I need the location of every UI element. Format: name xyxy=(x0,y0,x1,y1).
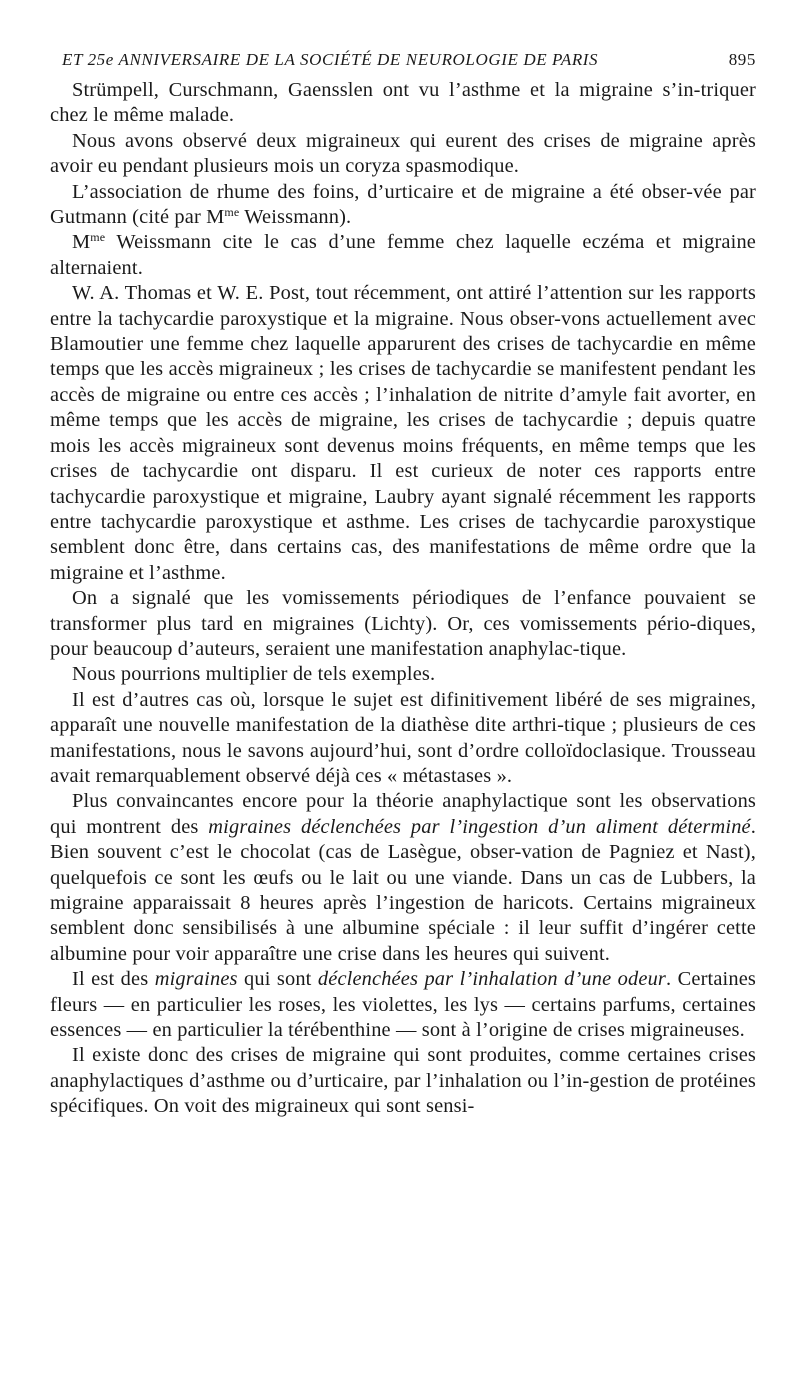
paragraph-8: Il est d’autres cas où, lorsque le sujet est difinitivement libéré de ses migraines, apparaît une nouvelle manifestation de la diathèse dite arthri-tique ; plusieurs de ces manifestations, nous le savons aujourd’hui, sont d’ordre colloïdoclasique. Trousseau avait remarquablement observé déjà ces « métastases ». xyxy=(50,688,756,787)
paragraph-7: Nous pourrions multiplier de tels exemples. xyxy=(72,663,436,686)
paragraph-10-italic-b: déclenchées par l’inhalation d’une odeur xyxy=(317,968,666,991)
paragraph-5: W. A. Thomas et W. E. Post, tout récemment, ont attiré l’attention sur les rapports entre la tachycardie paroxystique et la migraine. Nous obser-vons actuellement avec Blamoutier une femme chez laquelle apparurent des crises de tachycardie en même temps que les accès migraineux ; les crises de tachycardie se manifestent pendant les accès de migraine ou entre ces accès ; l’inhalation de nitrite d’amyle fait avorter, en même temps que les accès de migraine, les crises de tachycardie ; depuis quatre mois les accès migraineux sont devenus moins fréquents, en même temps que les crises de tachycardie ont disparu. Il est curieux de noter ces rapports entre tachycardie paroxystique et migraine, Laubry ayant signalé récemment les rapports entre tachycardie paroxystique et asthme. Les crises de tachycardie paroxystique semblent donc être, dans certains cas, des manifestations de même ordre que la migraine et l’asthme. xyxy=(50,282,756,584)
paragraph-3 xyxy=(50,180,756,231)
paragraph-10-text-a: Il est des xyxy=(72,968,155,991)
paragraph-10-text-c: . Certaines fleurs — en particulier les roses, les violettes, les lys — certains parfums, certaines essences — en particulier la térébenthine — sont à l’origine de crises migraineuses. xyxy=(50,968,756,1042)
paragraph-4-text-a: M xyxy=(72,231,91,254)
paragraph-3-text-a: L’association de rhume des foins, d’urticaire et de migraine a été obser-vée par Gutmann (cité par M xyxy=(50,180,756,229)
paragraph-9-text-a: Plus convaincantes encore pour la théorie anaphylactique sont les observations qui montrent des xyxy=(50,790,756,838)
body-text xyxy=(50,78,756,1120)
running-header xyxy=(50,44,756,78)
paragraph-6: On a signalé que les vomissements périodiques de l’enfance pouvaient se transformer plus tard en migraines (Lichty). Or, ces vomissements pério-diques, pour beaucoup d’auteurs, seraient une manifestation anaphylac-tique. xyxy=(50,587,756,660)
paragraph-11: Il existe donc des crises de migraine qui sont produites, comme certaines crises anaphylactiques d’asthme ou d’urticaire, par l’inhalation ou l’in-gestion de protéines spécifiques. On voit des migraineux qui sont sensi- xyxy=(50,1044,756,1118)
paragraph-1: Strümpell, Curschmann, Gaensslen ont vu l’asthme et la migraine s’in-triquer chez le même malade. xyxy=(50,79,756,127)
page-number: 895 xyxy=(728,50,756,69)
abbrev-superscript: me xyxy=(224,205,240,220)
paragraph-10-italic-a: migraines xyxy=(154,968,238,991)
paragraph-10 xyxy=(50,967,756,1043)
paragraph-9-italic: migraines déclenchées par l’ingestion d’un aliment déterminé xyxy=(208,815,751,838)
running-title: ET 25e ANNIVERSAIRE DE LA SOCIÉTÉ DE NEUROLOGIE DE PARIS xyxy=(62,50,599,69)
paragraph-9-text-b: . Bien souvent c’est le chocolat (cas de Lasègue, obser-vation de Pagniez et Nast), quelquefois ce sont les œufs ou le lait ou une viande. Dans un cas de Lubbers, la migraine apparaissait 8 heures après l’ingestion de haricots. Certains migraineux semblent donc sensibilisés à une albumine spéciale : il leur suffit d’ingérer cette albumine pour voir apparaître une crise dans les heures qui suivent. xyxy=(50,815,756,965)
page xyxy=(50,44,756,1120)
paragraph-9 xyxy=(50,789,756,967)
paragraph-4-text-b: Weissmann cite le cas d’une femme chez laquelle eczéma et migraine alternaient. xyxy=(50,231,756,279)
abbrev-superscript: me xyxy=(90,230,106,245)
paragraph-4 xyxy=(50,230,756,281)
paragraph-10-text-b: qui sont xyxy=(237,968,318,991)
paragraph-3-text-b: Weissmann). xyxy=(239,206,352,229)
paragraph-2: Nous avons observé deux migraineux qui eurent des crises de migraine après avoir eu pendant plusieurs mois un coryza spasmodique. xyxy=(50,129,756,178)
